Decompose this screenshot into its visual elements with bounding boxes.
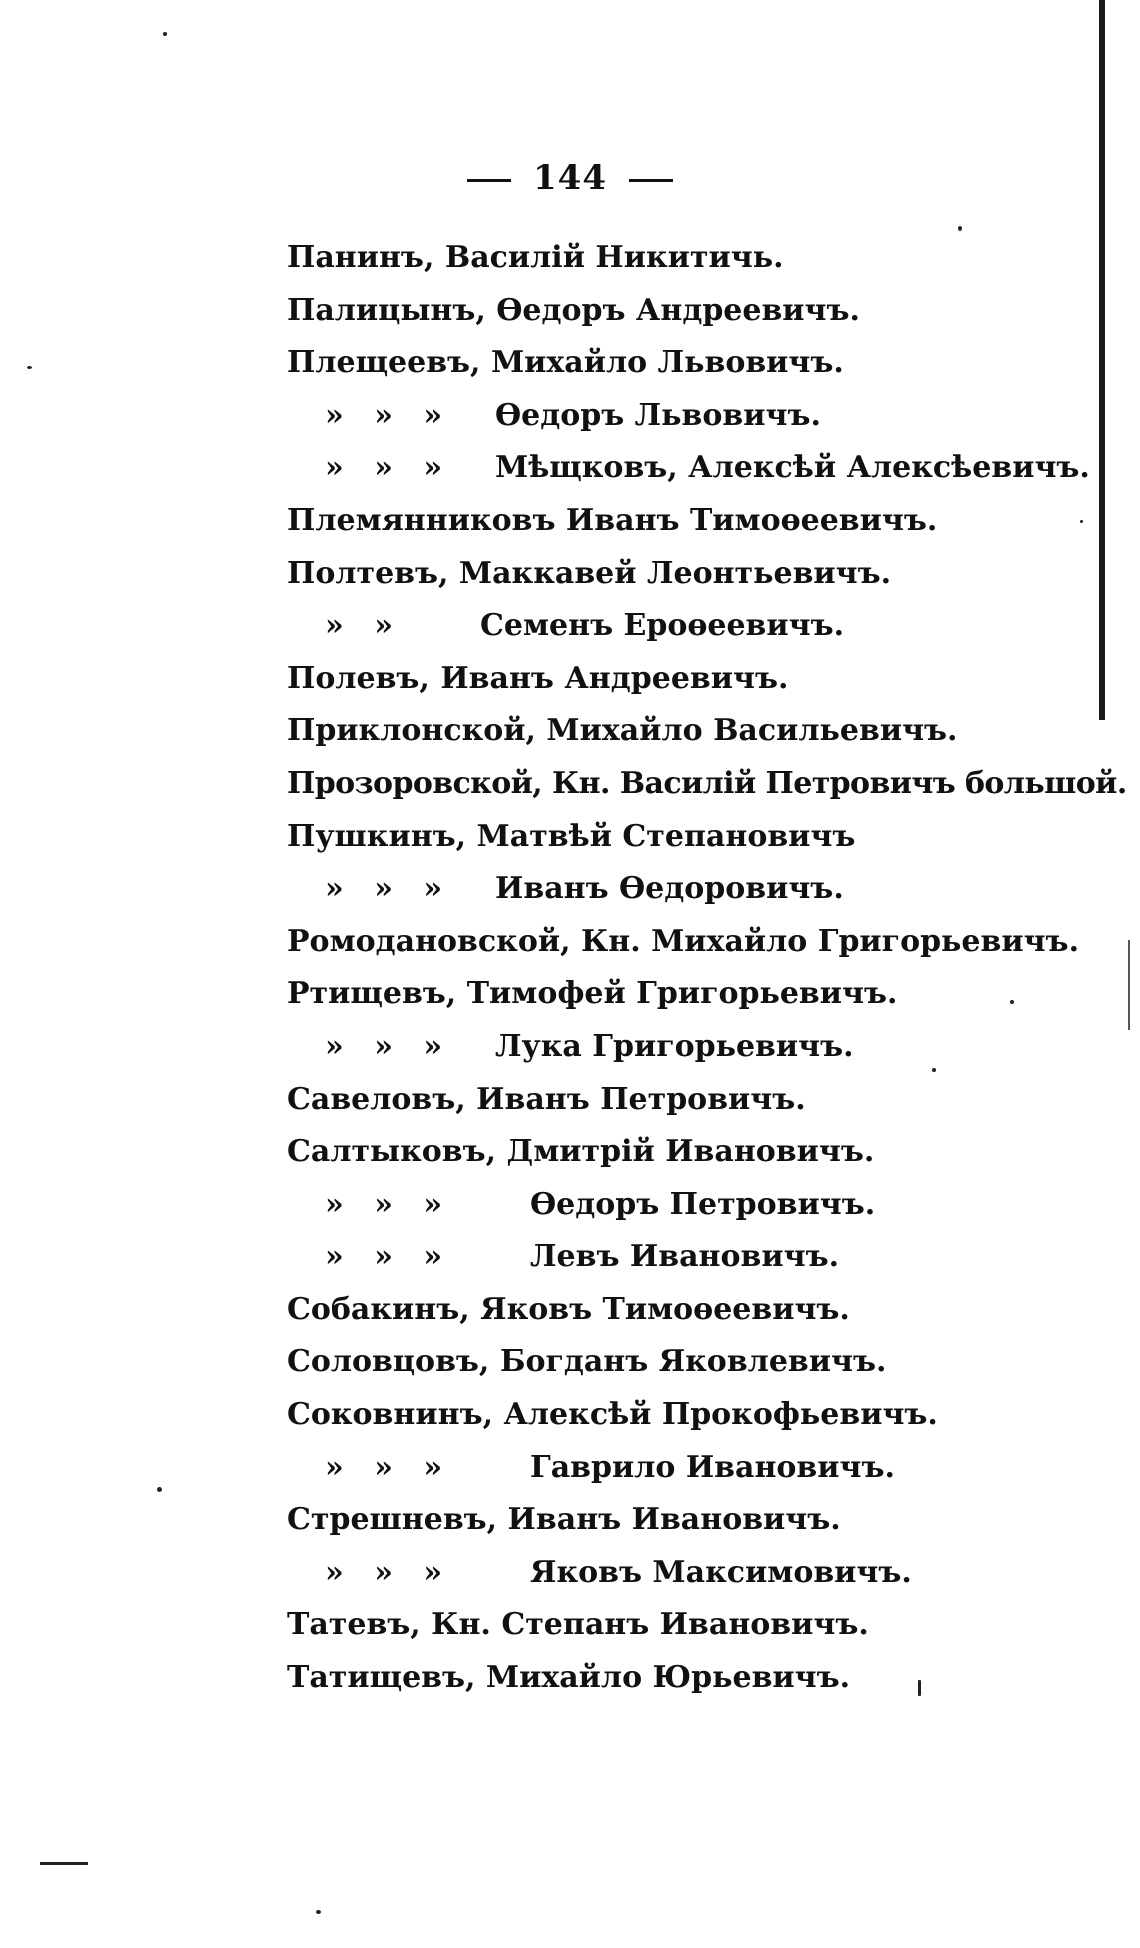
list-item: Полевъ, Иванъ Андреевичъ.	[287, 660, 789, 696]
ditto-marks: » » »	[325, 1449, 443, 1485]
list-item: Приклонской, Михайло Васильевичъ.	[287, 713, 958, 749]
page-foot-mark	[40, 1862, 88, 1865]
page-number: 144	[533, 158, 607, 198]
ditto-marks: » » »	[325, 450, 443, 486]
ditto-marks: » » »	[325, 1186, 443, 1222]
print-speck	[163, 32, 167, 36]
list-item: » » » Мѣщковъ, Алексѣй Алексѣевичъ.	[287, 442, 1107, 495]
list-item: Соковнинъ, Алексѣй Прокофьевичъ.	[287, 1397, 938, 1433]
list-item: » » » Өедоръ Львовичъ.	[287, 390, 1107, 443]
list-item: Панинъ, Василій Никитичь.	[287, 240, 784, 275]
list-item: » » Семенъ Ероөеевичъ.	[287, 600, 1107, 653]
list-item: Татищевъ, Михайло Юрьевичъ.	[287, 1660, 851, 1696]
list-item: Племянниковъ Иванъ Тимоөеевичъ.	[287, 502, 938, 538]
name-list	[287, 232, 1127, 1705]
print-speck	[958, 226, 962, 231]
list-item: Пушкинъ, Матвѣй Степановичъ	[287, 818, 856, 854]
ditto-marks: » » »	[325, 1239, 443, 1275]
ditto-marks: » »	[325, 608, 393, 644]
list-item: Ртищевъ, Тимофей Григорьевичъ.	[287, 976, 898, 1012]
list-item: Плещеевъ, Михайло Львовичъ.	[287, 345, 844, 381]
list-item: Савеловъ, Иванъ Петровичъ.	[287, 1081, 806, 1117]
list-item: Палицынъ, Өедоръ Андреевичъ.	[287, 292, 860, 328]
list-item: Собакинъ, Яковъ Тимоөеевичъ.	[287, 1291, 850, 1327]
print-speck	[918, 1680, 921, 1696]
ditto-marks: » » »	[325, 871, 443, 907]
ditto-marks: » » »	[325, 1028, 443, 1064]
ditto-marks: » » »	[325, 1554, 443, 1590]
print-speck	[316, 1910, 321, 1914]
print-speck	[27, 366, 32, 369]
list-item: Стрешневъ, Иванъ Ивановичъ.	[287, 1502, 841, 1538]
list-item: » » » Өедоръ Петровичъ.	[287, 1179, 1107, 1232]
page-header	[0, 158, 1140, 198]
list-item: » » » Яковъ Максимовичъ.	[287, 1547, 1107, 1600]
print-speck	[157, 1487, 162, 1492]
list-item: Татевъ, Кн. Степанъ Ивановичъ.	[287, 1607, 869, 1643]
list-item: » » » Левъ Ивановичъ.	[287, 1231, 1107, 1284]
list-item: Полтевъ, Маккавей Леонтьевичъ.	[287, 555, 892, 591]
print-speck	[1010, 1000, 1014, 1004]
header-dash-right	[629, 179, 673, 182]
list-item: » » » Иванъ Өедоровичъ.	[287, 863, 1107, 916]
print-speck	[932, 1068, 936, 1072]
list-item: » » » Гаврило Ивановичъ.	[287, 1442, 1107, 1495]
header-dash-left	[467, 179, 511, 182]
page-edge-mark	[1128, 940, 1130, 1030]
ditto-marks: » » »	[325, 397, 443, 433]
list-item: » » » Лука Григорьевичъ.	[287, 1021, 1107, 1074]
list-item: Салтыковъ, Дмитрій Ивановичъ.	[287, 1134, 875, 1170]
list-item: Ромодановской, Кн. Михайло Григорьевичъ.	[287, 923, 1080, 959]
list-item: Прозоровской, Кн. Василій Петровичъ большой.	[287, 765, 1127, 801]
print-speck	[1080, 520, 1083, 523]
list-item: Соловцовъ, Богданъ Яковлевичъ.	[287, 1344, 887, 1380]
